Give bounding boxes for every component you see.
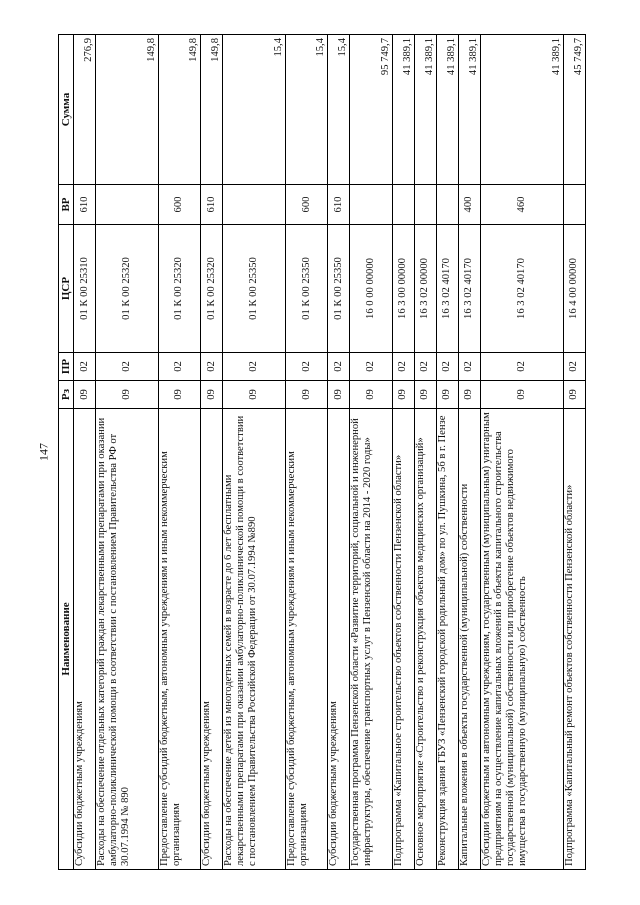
table-row	[392, 35, 414, 870]
row-csr: 16 0 00 00000	[350, 225, 392, 353]
row-vr	[96, 185, 159, 225]
row-pr: 02	[350, 353, 392, 381]
row-rz: 09	[96, 381, 159, 409]
row-pr: 02	[158, 353, 200, 381]
table-row	[458, 35, 480, 870]
table-row	[158, 35, 200, 870]
row-pr: 02	[480, 353, 563, 381]
header-rz: Рз	[59, 381, 74, 409]
row-vr: 610	[201, 185, 223, 225]
row-vr	[563, 185, 585, 225]
row-vr: 400	[458, 185, 480, 225]
table-row	[563, 35, 585, 870]
table-row	[285, 35, 327, 870]
row-vr: 610	[328, 185, 350, 225]
row-name: Субсидии бюджетным учреждениям	[201, 409, 223, 870]
table-row	[74, 35, 96, 870]
budget-table	[58, 34, 586, 870]
table-row	[201, 35, 223, 870]
row-rz: 09	[201, 381, 223, 409]
row-sum: 95 749,7	[350, 35, 392, 185]
row-name: Подпрограмма «Капитальное строительство объектов собственности Пензенской области»	[392, 409, 414, 870]
row-csr: 16 3 02 40170	[480, 225, 563, 353]
row-vr: 600	[285, 185, 327, 225]
row-name: Реконструкция здания ГБУЗ «Пензенский городской родильный дом» по ул. Пушкина, 5б в г. Пензе	[436, 409, 458, 870]
row-sum: 149,8	[96, 35, 159, 185]
row-pr: 02	[96, 353, 159, 381]
row-name: Предоставление субсидий бюджетным, автономным учреждениям и иным некоммерческим организациям	[158, 409, 200, 870]
row-name: Расходы на обеспечение детей из многодетных семей в возрасте до 6 лет бесплатными лекарственными препаратами при оказании амбулаторно-поликлинической помощи в соответствии с постановлением Правительства Российской Федерации от 30.07.1994 №890	[223, 409, 286, 870]
row-sum: 276,9	[74, 35, 96, 185]
row-sum: 15,4	[285, 35, 327, 185]
row-csr: 16 3 00 00000	[392, 225, 414, 353]
header-sum: Сумма	[59, 35, 74, 185]
row-sum: 15,4	[328, 35, 350, 185]
row-csr: 01 К 00 25320	[96, 225, 159, 353]
row-name: Капитальные вложения в объекты государственной (муниципальной) собственности	[458, 409, 480, 870]
header-csr: ЦСР	[59, 225, 74, 353]
row-rz: 09	[392, 381, 414, 409]
row-pr: 02	[201, 353, 223, 381]
row-pr: 02	[414, 353, 436, 381]
row-sum: 41 389,1	[436, 35, 458, 185]
row-vr: 460	[480, 185, 563, 225]
row-pr: 02	[458, 353, 480, 381]
page-number: 147	[36, 443, 51, 461]
row-vr	[350, 185, 392, 225]
row-rz: 09	[223, 381, 286, 409]
row-rz: 09	[563, 381, 585, 409]
row-pr: 02	[74, 353, 96, 381]
row-name: Субсидии бюджетным учреждениям	[328, 409, 350, 870]
row-csr: 01 К 00 25350	[285, 225, 327, 353]
row-pr: 02	[563, 353, 585, 381]
row-vr	[392, 185, 414, 225]
row-pr: 02	[392, 353, 414, 381]
row-rz: 09	[436, 381, 458, 409]
row-rz: 09	[328, 381, 350, 409]
row-rz: 09	[158, 381, 200, 409]
row-name: Государственная программа Пензенской области «Развитие территорий, социальной и инженерной инфраструктуры, обеспечение транспортных услуг в Пензенской области на 2014 - 2020 годы»	[350, 409, 392, 870]
row-rz: 09	[285, 381, 327, 409]
table-row	[350, 35, 392, 870]
row-name: Основное мероприятие «Строительство и реконструкция объектов медицинских организаций»	[414, 409, 436, 870]
table-header-row	[59, 35, 74, 870]
header-vr: ВР	[59, 185, 74, 225]
rotated-page	[58, 35, 586, 870]
row-pr: 02	[285, 353, 327, 381]
row-sum: 41 389,1	[414, 35, 436, 185]
row-name: Субсидии бюджетным и автономным учреждениям, государственным (муниципальным) унитарным предприятиям на осуществление капитальных вложений в объекты капитального строительства государственной (муниципальной) собственности или приобретение объектов недвижимого имущества в государственную (муниципальную) собственность	[480, 409, 563, 870]
row-csr: 16 3 02 40170	[436, 225, 458, 353]
row-csr: 01 К 00 25310	[74, 225, 96, 353]
row-csr: 16 4 00 00000	[563, 225, 585, 353]
row-sum: 41 389,1	[392, 35, 414, 185]
row-rz: 09	[480, 381, 563, 409]
row-csr: 01 К 00 25320	[201, 225, 223, 353]
row-pr: 02	[328, 353, 350, 381]
row-rz: 09	[74, 381, 96, 409]
row-vr	[223, 185, 286, 225]
row-csr: 01 К 00 25350	[328, 225, 350, 353]
row-sum: 41 389,1	[480, 35, 563, 185]
table-row	[328, 35, 350, 870]
table-row	[480, 35, 563, 870]
row-csr: 16 3 02 00000	[414, 225, 436, 353]
row-name: Предоставление субсидий бюджетным, автономным учреждениям и иным некоммерческим организациям	[285, 409, 327, 870]
header-pr: ПР	[59, 353, 74, 381]
row-vr	[436, 185, 458, 225]
table-row	[436, 35, 458, 870]
row-pr: 02	[436, 353, 458, 381]
row-sum: 45 749,7	[563, 35, 585, 185]
row-vr: 610	[74, 185, 96, 225]
row-pr: 02	[223, 353, 286, 381]
row-sum: 149,8	[158, 35, 200, 185]
row-sum: 41 389,1	[458, 35, 480, 185]
row-sum: 149,8	[201, 35, 223, 185]
row-vr: 600	[158, 185, 200, 225]
row-rz: 09	[350, 381, 392, 409]
row-vr	[414, 185, 436, 225]
header-name: Наименование	[59, 409, 74, 870]
table-row	[223, 35, 286, 870]
row-sum: 15,4	[223, 35, 286, 185]
row-csr: 16 3 02 40170	[458, 225, 480, 353]
row-rz: 09	[458, 381, 480, 409]
row-name: Подпрограмма «Капитальный ремонт объектов собственности Пензенской области»	[563, 409, 585, 870]
table-row	[96, 35, 159, 870]
row-name: Субсидии бюджетным учреждениям	[74, 409, 96, 870]
row-rz: 09	[414, 381, 436, 409]
row-name: Расходы на обеспечение отдельных категорий граждан лекарственными препаратами при оказании амбулаторно-поликлинической помощи в соответствии с постановлением Правительства РФ от 30.07.1994 № 890	[96, 409, 159, 870]
row-csr: 01 К 00 25320	[158, 225, 200, 353]
table-row	[414, 35, 436, 870]
row-csr: 01 К 00 25350	[223, 225, 286, 353]
